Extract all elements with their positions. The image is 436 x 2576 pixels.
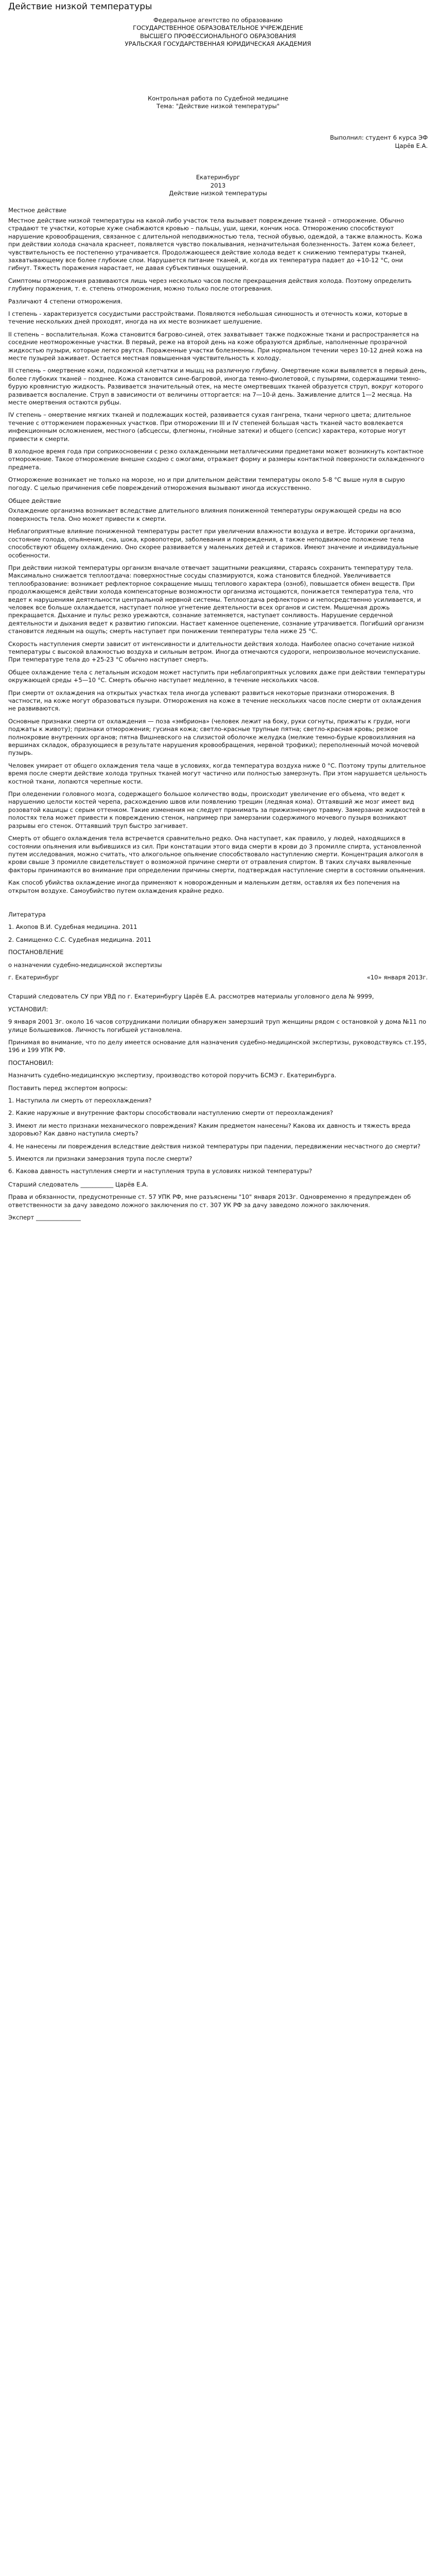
place: г. Екатеринбург [8,973,59,981]
centered-heading: о назначении судебно-медицинской экспертизы [8,961,162,969]
centered-heading: ПОСТАНОВИЛ: [8,1059,54,1066]
centered-heading: ПОСТАНОВЛЕНИЕ [8,948,64,956]
paragraph: 9 января 2001 3г. около 16 часов сотрудниками полиции обнаружен замерзший труп женщины рядом с остановкой у дома №11 по улице Большевиков. Личность погибшей установлена. [8,1018,427,1033]
paragraph: 3. Имеют ли место признаки механического повреждения? Каким предметом нанесены? Какова их давность и тяжесть вреда здоровью? Как давно наступила смерть? [8,1122,411,1138]
city-year-block [8,174,428,197]
paragraph: Симптомы отморожения развиваются лишь через несколько часов после прекращения действия холода. Поэтому определить глубину поражения, т. е. степень отморожения, можно только после отогревания. [8,277,412,293]
doc-heading: Действие низкой температуры [169,190,267,197]
paragraph: 5. Имеются ли признаки замерзания трупа после смерти? [8,1155,193,1163]
author-line: Выполнил: студент 6 курса ЭФ [330,134,428,142]
paragraph: Скорость наступления смерти зависит от интенсивности и длительности действия холода. Наиболее опасно сочетание низкой температуры с высокой влажностью воздуха и сильным ветром. Иногда отмечаются судороги, непроизвольное мочеиспускание. При температуре тела до +25-23 °С обычно наступает смерть. [8,640,421,664]
spacer [8,900,428,911]
paragraph: Смерть от общего охлаждения тела встречается сравнительно редко. Она наступает, как правило, у людей, находящихся в состоянии опьянения или выбившихся из сил. При констатации этого вида смерти в крови до 3 промилле спирта, установленной путем исследования, можно считать, что алкогольное опьянение способствовало наступлению смерти. Концентрация алкоголя в крови свыше 3 промилле свидетельствует о возможной причине смерти от отравления спиртом. В таких случаях выявленные факторы принимаются во внимание при определении причины смерти, подтверждая наступление смерти в состоянии опьянения. [8,835,426,874]
paragraph: В холодное время года при соприкосновении с резко охлажденными металлическими предметами может возникнуть контактное отморожение. Такое отморожение внешне сходно с ожогами, отражает форму и размеры контактной поверхности охлажденного предмета. [8,448,425,471]
author-block [8,134,428,150]
paragraph: Различают 4 степени отморожения. [8,297,123,305]
paragraph: Охлаждение организма возникает вследствие длительного влияния пониженной температуры окружающей среды на всю поверхность тела. Оно может привести к смерти. [8,507,402,522]
paragraph: Человек умирает от общего охлаждения тела чаще в условиях, когда температура воздуха ниже 0 °С. Поэтому трупы длительное время после смерти действие холода трупных тканей могут частично или полностью замерзнуть. При этом нарушается цельность костной ткани, лопаются черепные кости. [8,761,427,785]
paragraph: Права и обязанности, предусмотренные ст. 57 УПК РФ, мне разъяснены "10" января 2013г. Одновременно я предупрежден об ответственности за дачу заведомо ложного заключения по ст. 307 УК РФ за дачу заведомо ложного заключения. [8,1193,411,1209]
work-topic: Тема: "Действие низкой температуры" [156,103,280,110]
signature-line: Старший следователь ___________ Царёв Е.А. [8,1180,148,1188]
year: 2013 [210,181,226,189]
date: «10» января 2013г. [367,973,428,981]
paragraph: Основные признаки смерти от охлаждения — поза «эмбриона» (человек лежит на боку, руки согнуты, прижаты к груди, ноги поджаты к животу); признаки отморожения; гусиная кожа; светло-красные трупные пятна; светло-красная кровь; резкое полнокровие внутренних органов; пятна Вишневского на слизистой оболочке желудка (мелкие темно-бурые кровоизлияния на вершинах складок, образующиеся в результате нарушения кровообращения, нервной трофики); переполненный мочой мочевой пузырь. [8,717,419,757]
paragraph: Неблагоприятные влияние пониженной температуры растет при увеличении влажности воздуха и ветре. Историки организма, состояние голода, опьянения, сна, шока, кровопотери, заболевания и повреждения, а также неподвижное положение тела способствуют общему охлаждению. Оно скорее развивается у маленьких детей и стариков. Имеют значение и индивидуальные особенности. [8,528,418,559]
paragraph: 1. Наступила ли смерть от переохлаждения? [8,1097,152,1105]
paragraph: 1. Акопов В.И. Судебная медицина. 2011 [8,923,137,931]
header-line: ВЫСШЕГО ПРОФЕССИОНАЛЬНОГО ОБРАЗОВАНИЯ [140,32,296,40]
centered-heading: Литература [8,910,46,918]
paragraph: Местное действие низкой температуры на какой-либо участок тела вызывает повреждение тканей – отморожение. Обычно страдают те участки, которые хуже снабжаются кровью – пальцы, уши, щеки, кончик носа. Отморожению способствуют нарушение кровообращения, связанное с длительной неподвижностью тела, тесной обувью, одеждой, а также влажность. Кожа при действии холода сначала краснеет, появляется чувство покалывания, незначительная болезненность. Затем кожа белеет, чувствительность ее постепенно утрачивается. Продолжающееся действие холода ведет к снижению температуры тканей, захватывающему все более глубокие слои. Нарушается питание тканей, и, когда их температура падает до +10-12 °С, они гибнут. Тяжесть поражения нарастает, не давая субъективных ощущений. [8,216,423,272]
header-line: Федеральное агентство по образованию [153,16,283,24]
paragraph: Эксперт _______________ [8,1214,81,1222]
section-heading: Местное действие [8,207,67,214]
paragraph: При оледенении головного мозга, содержащего большое количество воды, происходит увеличение его объема, что ведет к нарушению целости костей черепа, расхождению швов или появлению трещин (ледяная кома). Оттаявший же мозг имеет вид розоватой кашицы с серым оттенком. Такие изменения не следует принимать за прижизненную травму. Замерзание жидкостей в полостях тела может привести к повреждению стенок, например при замерзании содержимого мочевого пузыря возникают разрывы его стенок. Оттаявший труп быстро загнивает. [8,790,425,829]
paragraph: 2. Самищенко С.С. Судебная медицина. 2011 [8,936,151,943]
paragraph: I степень - характеризуется сосудистыми расстройствами. Появляются небольшая синюшность и отечность кожи, которые в течение нескольких дней проходят, иногда на их месте возникает шелушение. [8,310,408,326]
work-title-block [8,95,428,111]
document-page [0,0,436,1222]
author-name: Царёв Е.А. [395,142,428,149]
paragraph: Общее охлаждение тела с летальным исходом может наступить при неблагоприятных условиях даже при действии температуры окружающей среды +5—10 °С. Смерть обычно наступает медленно, в течение нескольких часов. [8,668,426,684]
header-line: ГОСУДАРСТВЕННОЕ ОБРАЗОВАТЕЛЬНОЕ УЧРЕЖДЕНИЕ [133,24,303,32]
section-heading: Общее действие [8,497,61,505]
centered-heading: УСТАНОВИЛ: [8,1005,48,1013]
paragraph: 4. Не нанесены ли повреждения вследствие действия низкой температуры при падении, передвижении несчастного до смерти? [8,1142,421,1150]
institution-header [8,16,428,48]
paragraph: III степень – омертвение кожи, подкожной клетчатки и мышц на различную глубину. Омертвение кожи выявляется в первый день, более глубоких тканей – позднее. Кожа становится сине-багровой, иногда темно-фиолетовой, с пузырями, содержащими темно-бурую кровянистую жидкость. Развивается значительный отек, на месте омертвевших тканей образуется струп, вокруг которого развивается воспаление. Струп в зависимости от величины отторгается: на 7—10-й день. Заживление длится 1—2 месяца. На месте омертвения остаются рубцы. [8,367,427,406]
page-title: Действие низкой температуры [8,2,152,12]
work-type: Контрольная работа по Судебной медицине [147,94,289,102]
city: Екатеринбург [196,174,240,181]
header-line: УРАЛЬСКАЯ ГОСУДАРСТВЕННАЯ ЮРИДИЧЕСКАЯ АКАДЕМИЯ [125,40,311,48]
date-line [8,974,428,981]
paragraph: 6. Какова давность наступления смерти и наступления трупа в условиях низкой температуры? [8,1167,312,1175]
paragraph: Поставить перед экспертом вопросы: [8,1084,128,1092]
paragraph: II степень – воспалительная. Кожа становится багрово-синей, отек захватывает также подкожные ткани и распространяется на соседние неотмороженные участки. В первый, реже на второй день на коже образуются дряблые, наполненные прозрачной жидкостью пузыри, которые легко рвутся. Пораженные участки болезненны. При нормальном течении через 10-12 дней кожа на месте пузырей заживает. Остается местная повышенная чувствительность к холоду. [8,330,423,362]
paragraph: 2. Какие наружные и внутренние факторы способствовали наступлению смерти от переохлаждения? [8,1109,333,1117]
document-body [8,207,428,1222]
paragraph: Как способ убийства охлаждение иногда применяют к новорожденным и маленьким детям, оставляя их без попечения на открытом воздухе. Самоубийство путем охлаждения крайне редко. [8,879,400,894]
paragraph: Старший следователь СУ при УВД по г. Екатеринбургу Царёв Е.А. рассмотрев материалы уголовного дела № 9999, [8,993,374,1001]
paragraph: Назначить судебно-медицинскую экспертизу, производство которой поручить БСМЭ г. Екатеринбурга. [8,1072,337,1079]
paragraph: IV степень – омертвение мягких тканей и подлежащих костей, развивается сухая гангрена, ткани черного цвета; длительное течение с отторжением пораженных участков. При отморожении III и IV степеней большая часть тканей часто вовлекается инфекционным осложнением, местного (абсцессы, флегмоны, гнойные затеки) и общего (сепсис) характера, которые могут привести к смерти. [8,411,411,443]
spacer [8,981,428,993]
paragraph: При смерти от охлаждения на открытых участках тела иногда успевают развиться некоторые признаки отморожения. В частности, на коже могут образоваться пузыри. Отморожения на коже в течение нескольких часов после смерти от охлаждения не развиваются. [8,689,421,713]
paragraph: Отморожение возникает не только на морозе, но и при длительном действии температуры около 5-8 °С выше нуля в сырую погоду. С целью причинения себе повреждений отморожения вызывают иногда искусственно. [8,476,405,492]
paragraph: Принимая во внимание, что по делу имеется основание для назначения судебно-медицинской экспертизы, руководствуясь ст.195, 196 и 199 УПК РФ. [8,1039,427,1054]
paragraph: При действии низкой температуры организм вначале отвечает защитными реакциями, стараясь сохранить температуру тела. Максимально снижается теплоотдача: поверхностные сосуды спазмируются, кожа становится бледной. Увеличивается теплообразование: возникает рефлекторное сокращение мышц теплового характера (озноб), повышается обмен веществ. При продолжающемся действии холода компенсаторные возможности организма истощаются, понижается температура тела, что ведет к нарушениям деятельности центральной нервной системы. Теплоотдача рефлекторно и непосредственно усиливается, и человек все больше охлаждается, наступает полное угнетение деятельности всех органов и систем. Мышечная дрожь прекращается. Дыхание и пульс резко урежаются, сознание затемняется, наступает сонливость. Нарушение сердечной деятельности и дыхания ведет к развитию гипоксии. Настает каменное оцепенение, сознание утрачивается. Погибший организм становится ледяным на ощупь; смерть наступает при понижении температуры тела ниже 25 °С. [8,564,424,635]
